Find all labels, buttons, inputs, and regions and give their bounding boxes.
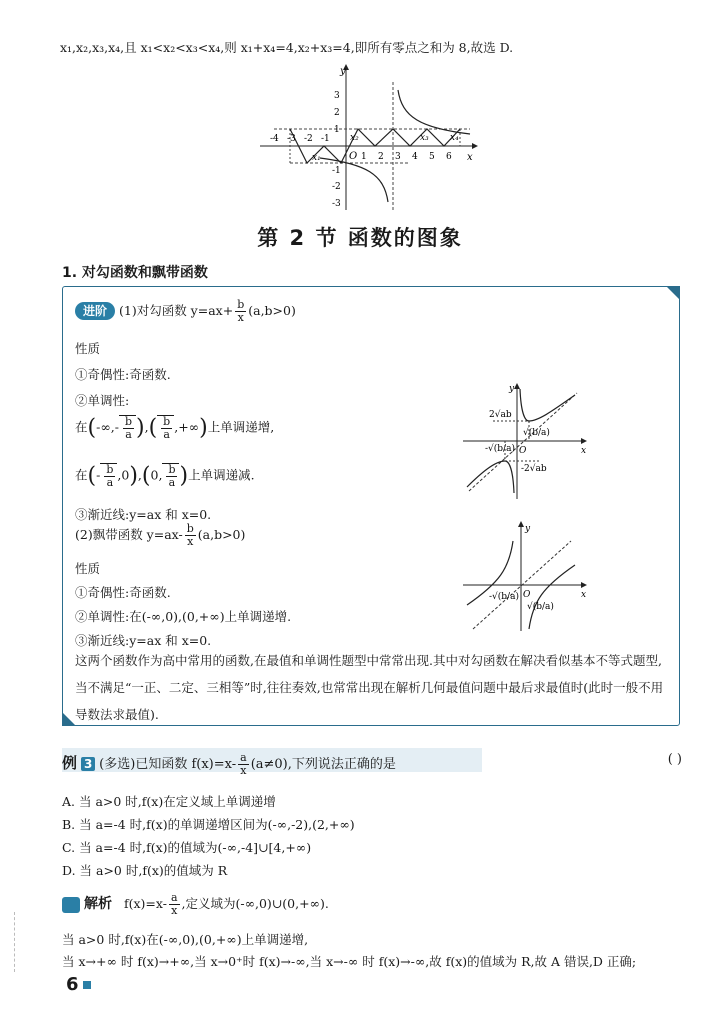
svg-text:x: x xyxy=(581,446,587,456)
box-corner xyxy=(62,712,76,726)
y-tick: 2 xyxy=(334,108,340,118)
zero-label: x₃ xyxy=(420,133,429,143)
example-number: 3 xyxy=(81,757,95,771)
item1-title: 进阶 (1)对勾函数 y=ax+ $\frac{b}{x}$ (a,b>0) xyxy=(75,299,296,324)
svg-text:O: O xyxy=(519,446,527,456)
y-tick: -3 xyxy=(332,199,341,209)
ribbon-function-graph xyxy=(463,521,591,633)
props-label2: 性质 xyxy=(75,561,101,576)
section-title: 第 2 节 函数的图象 xyxy=(257,226,463,250)
asymptote2: ③渐近线:y=ax 和 x=0. xyxy=(75,633,212,648)
svg-text:y: y xyxy=(509,384,515,394)
example-stem: 例 3 (多选)已知函数 f(x)=x- $\frac{a}{x}$ (a≠0),下列说法正确的是 ( ) xyxy=(62,751,682,777)
props-label: 性质 xyxy=(75,341,101,356)
x-tick: 3 xyxy=(395,152,401,162)
svg-text:-√(b/a): -√(b/a) xyxy=(489,592,519,602)
svg-text:-2√ab: -2√ab xyxy=(521,464,547,474)
monotonic: ②单调性: xyxy=(75,393,130,408)
concept-box xyxy=(62,286,680,726)
box-corner xyxy=(666,286,680,300)
svg-text:2√ab: 2√ab xyxy=(489,410,512,420)
svg-text:y: y xyxy=(525,524,531,534)
zeros-graph xyxy=(260,62,480,212)
page-number: 6 xyxy=(66,974,91,995)
x-tick: 6 xyxy=(446,152,452,162)
parity2: ①奇偶性:奇函数. xyxy=(75,585,171,600)
y-tick: -2 xyxy=(332,182,341,192)
y-tick: -1 xyxy=(332,166,341,176)
zero-label: x₄ xyxy=(450,133,459,143)
svg-text:O: O xyxy=(523,590,531,600)
y-tick: 1 xyxy=(334,125,340,135)
solution-line3: 当 x→+∞ 时 f(x)→+∞,当 x→0⁺时 f(x)→-∞,当 x→-∞ 时 f(x)→-∞,故 f(x)的值域为 R,故 A 错误,D 正确; xyxy=(62,954,637,969)
x-tick: -1 xyxy=(321,134,330,144)
graph-y-label: y xyxy=(340,66,346,77)
svg-text:x: x xyxy=(581,590,587,600)
zero-label: x₂ xyxy=(350,133,359,143)
answer-blank: ( ) xyxy=(667,752,682,767)
x-tick: 4 xyxy=(412,152,418,162)
x-tick: 2 xyxy=(378,152,384,162)
graph-x-label: x xyxy=(467,152,473,163)
inc-intervals: 在(-∞,- $\frac{b}{a}$ ),( $\frac{b}{a}$ ,+∞)上单调递增, xyxy=(75,415,275,441)
option-b: B. 当 a=-4 时,f(x)的单调递增区间为(-∞,-2),(2,+∞) xyxy=(62,817,355,832)
asymptote1: ③渐近线:y=ax 和 x=0. xyxy=(75,507,212,522)
monotonic2: ②单调性:在(-∞,0),(0,+∞)上单调递增. xyxy=(75,609,292,624)
intro-text: x₁,x₂,x₃,x₄,且 x₁<x₂<x₃<x₄,则 x₁+x₄=4,x₂+x₃=4,即所有零点之和为 8,故选 D. xyxy=(60,40,514,55)
subhead: 1. 对勾函数和飘带函数 xyxy=(62,265,208,281)
solution-icon xyxy=(62,897,80,913)
side-rule xyxy=(14,912,15,972)
graph-origin: O xyxy=(349,151,358,162)
option-d: D. 当 a>0 时,f(x)的值域为 R xyxy=(62,863,228,878)
parity: ①奇偶性:奇函数. xyxy=(75,367,171,382)
svg-text:-√(b/a): -√(b/a) xyxy=(485,444,515,454)
item2-title: (2)飘带函数 y=ax- $\frac{b}{x}$ (a,b>0) xyxy=(75,522,246,548)
dec-intervals: 在(- $\frac{b}{a}$ ,0),(0, $\frac{b}{a}$ )上单调递减. xyxy=(75,463,255,489)
svg-text:√(b/a): √(b/a) xyxy=(523,428,550,438)
solution-line2: 当 a>0 时,f(x)在(-∞,0),(0,+∞)上单调递增, xyxy=(62,932,309,947)
solution-head: 解析 f(x)=x- $\frac{a}{x}$ ,定义域为(-∞,0)∪(0,+∞). xyxy=(62,892,329,917)
x-tick: 5 xyxy=(429,152,435,162)
zero-label: x₁ xyxy=(312,153,321,163)
svg-text:√(b/a): √(b/a) xyxy=(527,602,554,612)
option-c: C. 当 a=-4 时,f(x)的值域为(-∞,-4]∪[4,+∞) xyxy=(62,840,312,855)
badge: 进阶 xyxy=(75,302,115,320)
x-tick: -2 xyxy=(304,134,313,144)
option-a: A. 当 a>0 时,f(x)在定义域上单调递增 xyxy=(62,794,276,809)
nike-function-graph xyxy=(463,383,591,501)
x-tick: 1 xyxy=(361,152,367,162)
x-tick: -3 xyxy=(287,134,296,144)
summary-paragraph: 这两个函数作为高中常用的函数,在最值和单调性题型中常常出现.其中对勾函数在解决看似基本不等式题型,当不满足“一正、二定、三相等”时,往往奏效,也常常出现在解析几何最值问题中最后求最值时(此时一般不用导数法求最值). xyxy=(75,653,664,722)
x-tick: -4 xyxy=(270,134,279,144)
y-tick: 3 xyxy=(334,91,340,101)
